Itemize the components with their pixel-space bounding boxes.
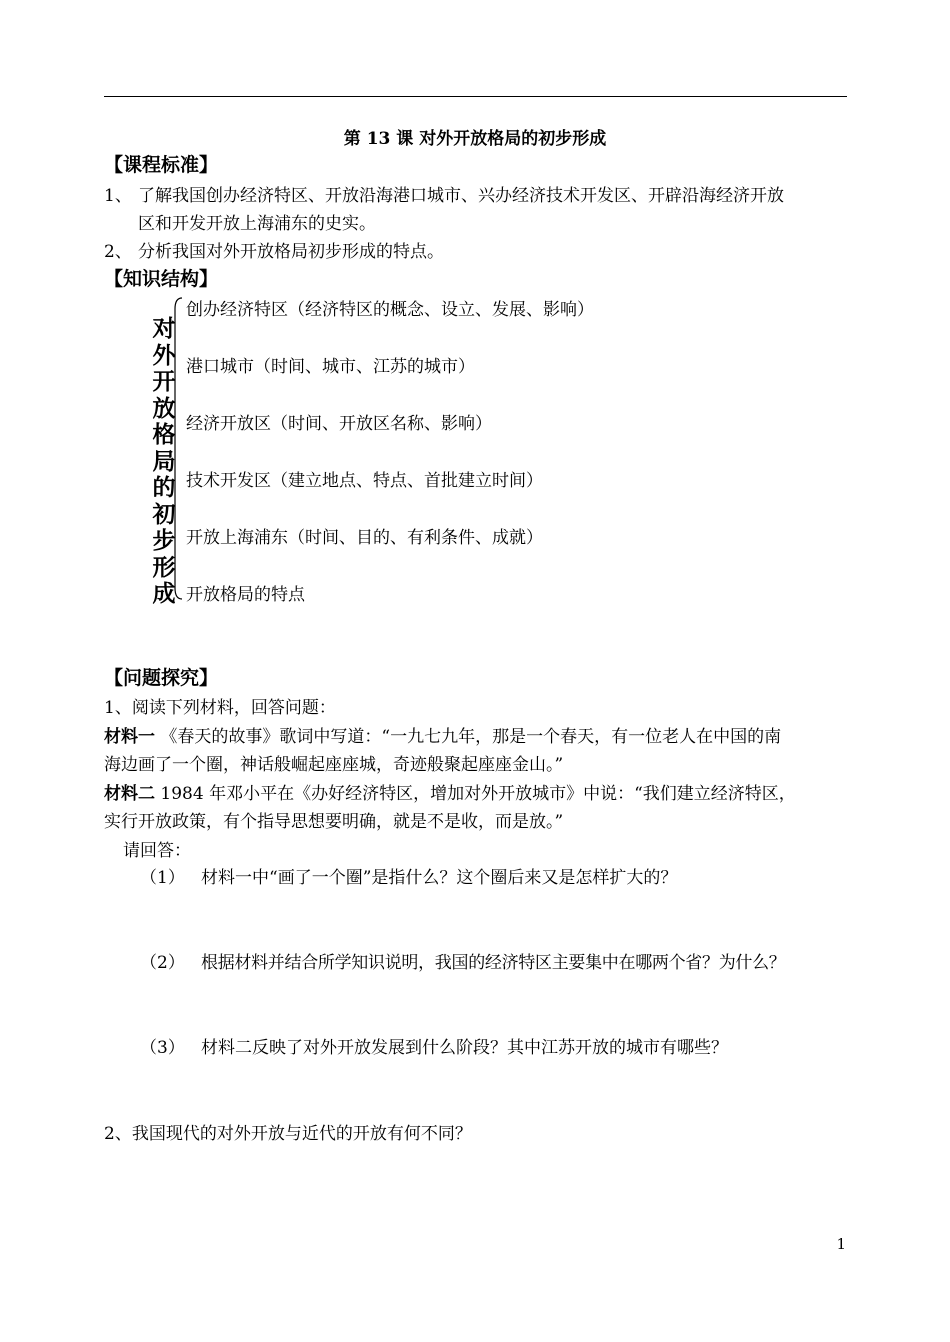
vertical-title-char: 形: [152, 554, 176, 581]
standard-item-1-line2: 区和开发开放上海浦东的史实。: [138, 214, 376, 234]
vertical-title-char: 对: [152, 316, 176, 342]
standard-item-2-line1: 分析我国对外开放格局初步形成的特点。: [138, 242, 444, 262]
vertical-title-char: 外: [152, 342, 176, 369]
vertical-title-char: 放: [152, 395, 176, 422]
sub-question-1-text: 材料一中“画了一个圈”是指什么？这个圈后来又是怎样扩大的？: [201, 868, 678, 888]
structure-item: 技术开发区（建立地点、特点、首批建立时间）: [186, 471, 543, 491]
material-1-line2: 海边画了一个圈，神话般崛起座座城，奇迹般聚起座座金山。”: [104, 755, 564, 775]
structure-item: 创办经济特区（经济特区的概念、设立、发展、影响）: [186, 300, 594, 320]
vertical-title-char: 初: [152, 501, 176, 528]
vertical-title-char: 成: [152, 581, 176, 607]
vertical-title-char: 格: [152, 422, 176, 448]
vertical-title-char: 局: [152, 448, 176, 475]
sub-question-3-text: 材料二反映了对外开放发展到什么阶段？其中江苏开放的城市有哪些？: [201, 1038, 728, 1058]
page-title: 第 13 课 对外开放格局的初步形成: [343, 129, 607, 149]
vertical-title-char: 步: [152, 528, 176, 554]
section-heading-structure: 【知识结构】: [104, 268, 219, 290]
section-heading-inquiry: 【问题探究】: [104, 667, 219, 689]
sub-question-3-number: （3）: [140, 1038, 185, 1058]
question-2: 2、我国现代的对外开放与近代的开放有何不同？: [104, 1124, 472, 1144]
answer-prompt: 请回答：: [123, 841, 191, 861]
vertical-title-char: 的: [152, 475, 176, 501]
standard-item-2-number: 2、: [104, 242, 132, 262]
header-rule: [104, 96, 847, 97]
section-heading-standards: 【课程标准】: [104, 154, 219, 176]
material-2-line1: [104, 779, 796, 804]
material-1-line1: [104, 722, 781, 747]
page-number: 1: [836, 1235, 846, 1253]
material-2-line2: 实行开放政策，有个指导思想要明确，就是不是收，而是放。”: [104, 812, 564, 832]
question-1-intro: 1、阅读下列材料，回答问题：: [104, 698, 336, 718]
vertical-title-char: 开: [152, 369, 176, 395]
sub-question-1-number: （1）: [140, 868, 185, 888]
structure-brace: [172, 297, 184, 600]
sub-question-2-number: （2）: [140, 953, 185, 973]
material-1-text: 《春天的故事》歌词中写道：“一九七九年，那是一个春天，有一位老人在中国的南: [155, 727, 782, 747]
structure-item: 经济开放区（时间、开放区名称、影响）: [186, 414, 492, 434]
structure-item: 港口城市（时间、城市、江苏的城市）: [186, 357, 475, 377]
material-2-label: 材料二: [104, 784, 155, 804]
material-1-label: 材料一: [104, 727, 155, 747]
structure-item: 开放格局的特点: [186, 585, 305, 605]
standard-item-1-number: 1、: [104, 186, 132, 206]
material-2-text: 1984 年邓小平在《办好经济特区，增加对外开放城市》中说：“我们建立经济特区，: [155, 784, 796, 804]
standard-item-1-line1: 了解我国创办经济特区、开放沿海港口城市、兴办经济技术开发区、开辟沿海经济开放: [138, 186, 784, 206]
sub-question-2-text: 根据材料并结合所学知识说明，我国的经济特区主要集中在哪两个省？为什么？: [201, 953, 786, 973]
structure-item: 开放上海浦东（时间、目的、有利条件、成就）: [186, 528, 543, 548]
